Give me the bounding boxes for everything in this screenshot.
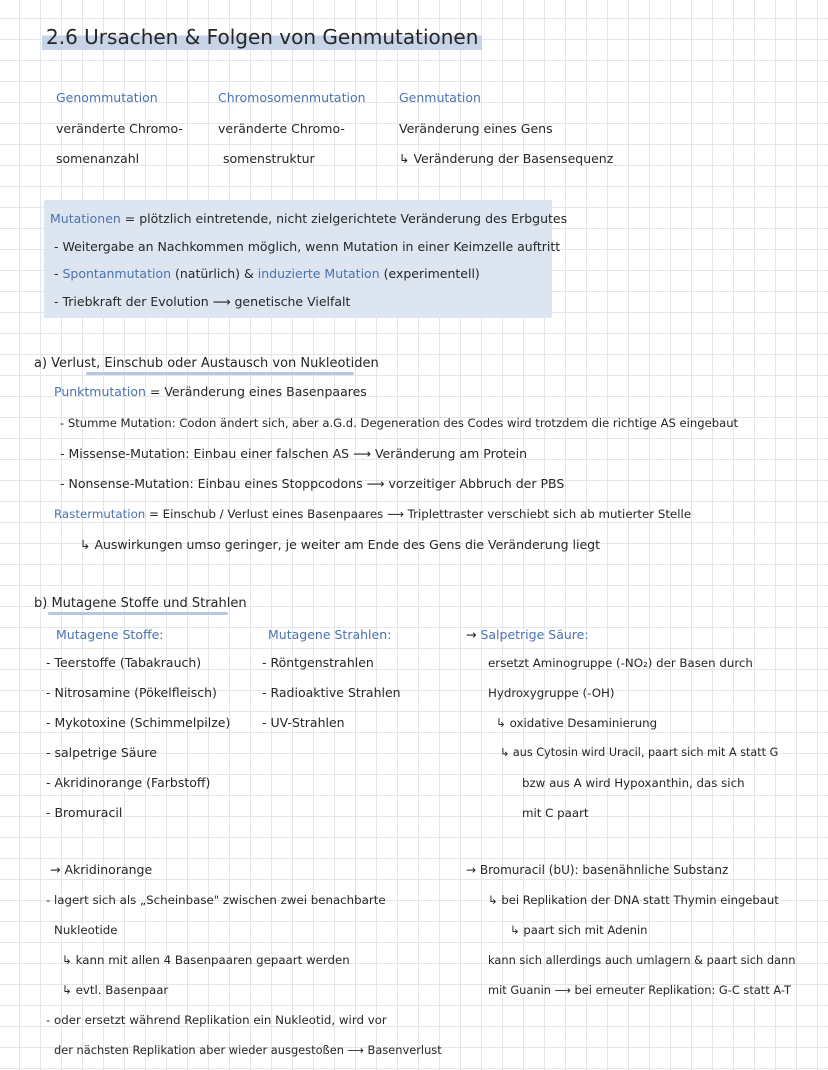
bromuracil-line: ↳ paart sich mit Adenin (510, 923, 648, 937)
akridin-line: ↳ evtl. Basenpaar (62, 983, 169, 997)
rastermutation-note: ↳ Auswirkungen umso geringer, je weiter am Ende des Gens die Veränderung liegt (80, 537, 600, 552)
strahlen-heading: Mutagene Strahlen: (268, 627, 392, 642)
col3-line2: ↳ Veränderung der Basensequenz (399, 151, 614, 166)
section-b-underline (48, 612, 228, 615)
salpetrig-line: Hydroxygruppe (-OH) (488, 686, 615, 700)
col2-heading: Chromosomenmutation (218, 90, 366, 105)
induzierte-mutation-term: induzierte Mutation (257, 266, 380, 281)
stoff-item: - salpetrige Säure (46, 745, 157, 760)
col3-line1: Veränderung eines Gens (399, 121, 553, 136)
akridin-line: ↳ kann mit allen 4 Basenpaaren gepaart werden (62, 953, 350, 967)
akridin-line: der nächsten Replikation aber wieder ausgestoßen ⟶ Basenverlust (54, 1043, 442, 1057)
col2-line2: somenstruktur (223, 151, 315, 166)
section-a-heading: a) Verlust, Einschub oder Austausch von Nukleotiden (34, 356, 379, 371)
strahlen-item: - Radioaktive Strahlen (262, 685, 401, 700)
bromuracil-line: kann sich allerdings auch umlagern & paart sich dann (488, 953, 796, 967)
nonsense-mutation: - Nonsense-Mutation: Einbau eines Stoppcodons ⟶ vorzeitiger Abbruch der PBS (60, 476, 565, 491)
salpetrige-saeure-heading: → Salpetrige Säure: (466, 627, 589, 642)
section-a-underline (86, 372, 354, 375)
section-b-heading: b) Mutagene Stoffe und Strahlen (34, 596, 247, 611)
col1-line2: somenanzahl (56, 151, 140, 166)
salpetrig-line: ↳ oxidative Desaminierung (496, 716, 658, 730)
stoff-item: - Teerstoffe (Tabakrauch) (46, 655, 202, 670)
punktmutation-line: Punktmutation = Veränderung eines Basenpaares (54, 384, 367, 399)
salpetrig-line: mit C paart (522, 806, 589, 820)
definition-bullet-2: - Spontanmutation (natürlich) & induzierte Mutation (experimentell) (54, 266, 480, 281)
definition-line (50, 211, 567, 227)
stoff-item: - Akridinorange (Farbstoff) (46, 775, 211, 790)
mutation-definition: = plötzlich eintretende, nicht zielgerichtete Veränderung des Erbgutes (120, 211, 568, 226)
stumme-mutation: - Stumme Mutation: Codon ändert sich, aber a.G.d. Degeneration des Codes wird trotzdem die richtige AS eingebaut (60, 416, 739, 430)
akridinorange-heading: → Akridinorange (50, 862, 153, 877)
col1-heading: Genommutation (56, 90, 158, 105)
salpetrig-line: bzw aus A wird Hypoxanthin, das sich (522, 776, 745, 790)
punktmutation-term: Punktmutation (54, 384, 146, 399)
page-title: 2.6 Ursachen & Folgen von Genmutationen (42, 24, 482, 50)
rastermutation-term: Rastermutation (54, 507, 146, 521)
definition-bullet-3: - Triebkraft der Evolution ⟶ genetische Vielfalt (54, 294, 351, 309)
bromuracil-line: ↳ bei Replikation der DNA statt Thymin eingebaut (488, 893, 779, 907)
definition-bullet-1: - Weitergabe an Nachkommen möglich, wenn Mutation in einer Keimzelle auftritt (54, 239, 561, 254)
stoffe-heading: Mutagene Stoffe: (56, 627, 164, 642)
strahlen-item: - Röntgenstrahlen (262, 655, 374, 670)
col2-line1: veränderte Chromo- (218, 121, 345, 136)
bromuracil-line: mit Guanin ⟶ bei erneuter Replikation: G-C statt A-T (488, 983, 791, 997)
akridin-line: Nukleotide (54, 923, 118, 937)
strahlen-item: - UV-Strahlen (262, 715, 345, 730)
bromuracil-heading: → Bromuracil (bU): basenähnliche Substanz (466, 863, 729, 877)
col1-line1: veränderte Chromo- (56, 121, 183, 136)
mutation-term: Mutationen (50, 211, 121, 226)
stoff-item: - Nitrosamine (Pökelfleisch) (46, 685, 217, 700)
rastermutation-line: Rastermutation = Einschub / Verlust eines Basenpaares ⟶ Triplettraster verschiebt sich ab mutierter Stelle (54, 507, 692, 521)
akridin-line: - lagert sich als „Scheinbase" zwischen zwei benachbarte (46, 893, 386, 907)
salpetrig-line: ↳ aus Cytosin wird Uracil, paart sich mit A statt G (500, 746, 779, 759)
salpetrig-line: ersetzt Aminogruppe (-NO₂) der Basen durch (488, 656, 753, 670)
akridin-line: - oder ersetzt während Replikation ein Nukleotid, wird vor (46, 1013, 387, 1027)
spontanmutation-term: Spontanmutation (62, 266, 172, 281)
missense-mutation: - Missense-Mutation: Einbau einer falschen AS ⟶ Veränderung am Protein (60, 446, 528, 461)
stoff-item: - Mykotoxine (Schimmelpilze) (46, 715, 231, 730)
stoff-item: - Bromuracil (46, 805, 123, 820)
col3-heading: Genmutation (399, 90, 481, 105)
